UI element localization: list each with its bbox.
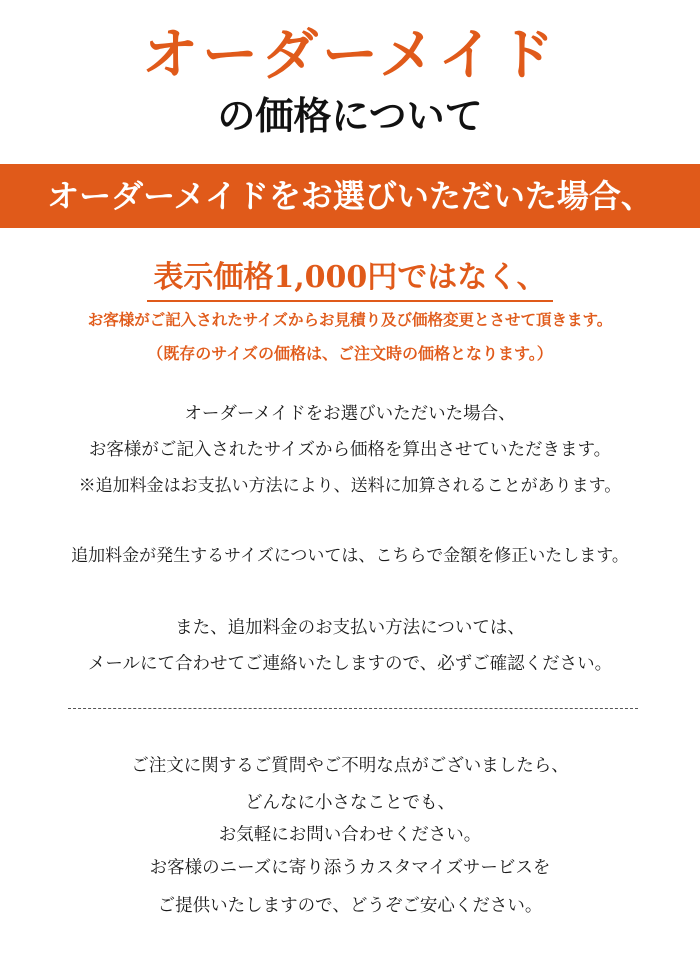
- body-text-line: お客様のニーズに寄り添うカスタマイズサービスを: [149, 858, 551, 878]
- price-highlight-text: 表示価格1,000円ではなく、: [147, 258, 552, 302]
- price-highlight: [0, 258, 700, 302]
- dashed-divider: [68, 708, 638, 709]
- banner-text: オーダーメイドをお選びいただいた場合、: [47, 177, 653, 215]
- body-text-line: オーダーメイドをお選びいただいた場合、: [184, 404, 516, 424]
- body-text-line: お気軽にお問い合わせください。: [218, 825, 482, 845]
- estimate-note: お客様がご記入されたサイズからお見積り及び価格変更とさせて頂きます。: [87, 310, 613, 329]
- body-text-line: メールにて合わせてご連絡いたしますので、必ずご確認ください。: [87, 654, 613, 674]
- body-text-line: ご提供いたしますので、どうぞご安心ください。: [157, 896, 543, 916]
- body-text-line: ※追加料金はお支払い方法により、送料に加算されることがあります。: [78, 476, 622, 496]
- existing-size-note: （既存のサイズの価格は、ご注文時の価格となります。）: [147, 344, 553, 363]
- body-text-line: ご注文に関するご質問やご不明な点がございましたら、: [131, 756, 569, 776]
- body-text-line: 追加料金が発生するサイズについては、こちらで金額を修正いたします。: [71, 546, 629, 566]
- page-title: オーダーメイド: [141, 23, 559, 88]
- orange-banner: [0, 164, 700, 228]
- body-text-line: どんなに小さなことでも、: [245, 793, 455, 813]
- page-subtitle: の価格について: [217, 94, 483, 138]
- body-text-line: お客様がご記入されたサイズから価格を算出させていただきます。: [88, 440, 612, 460]
- body-text-line: また、追加料金のお支払い方法については、: [175, 618, 525, 638]
